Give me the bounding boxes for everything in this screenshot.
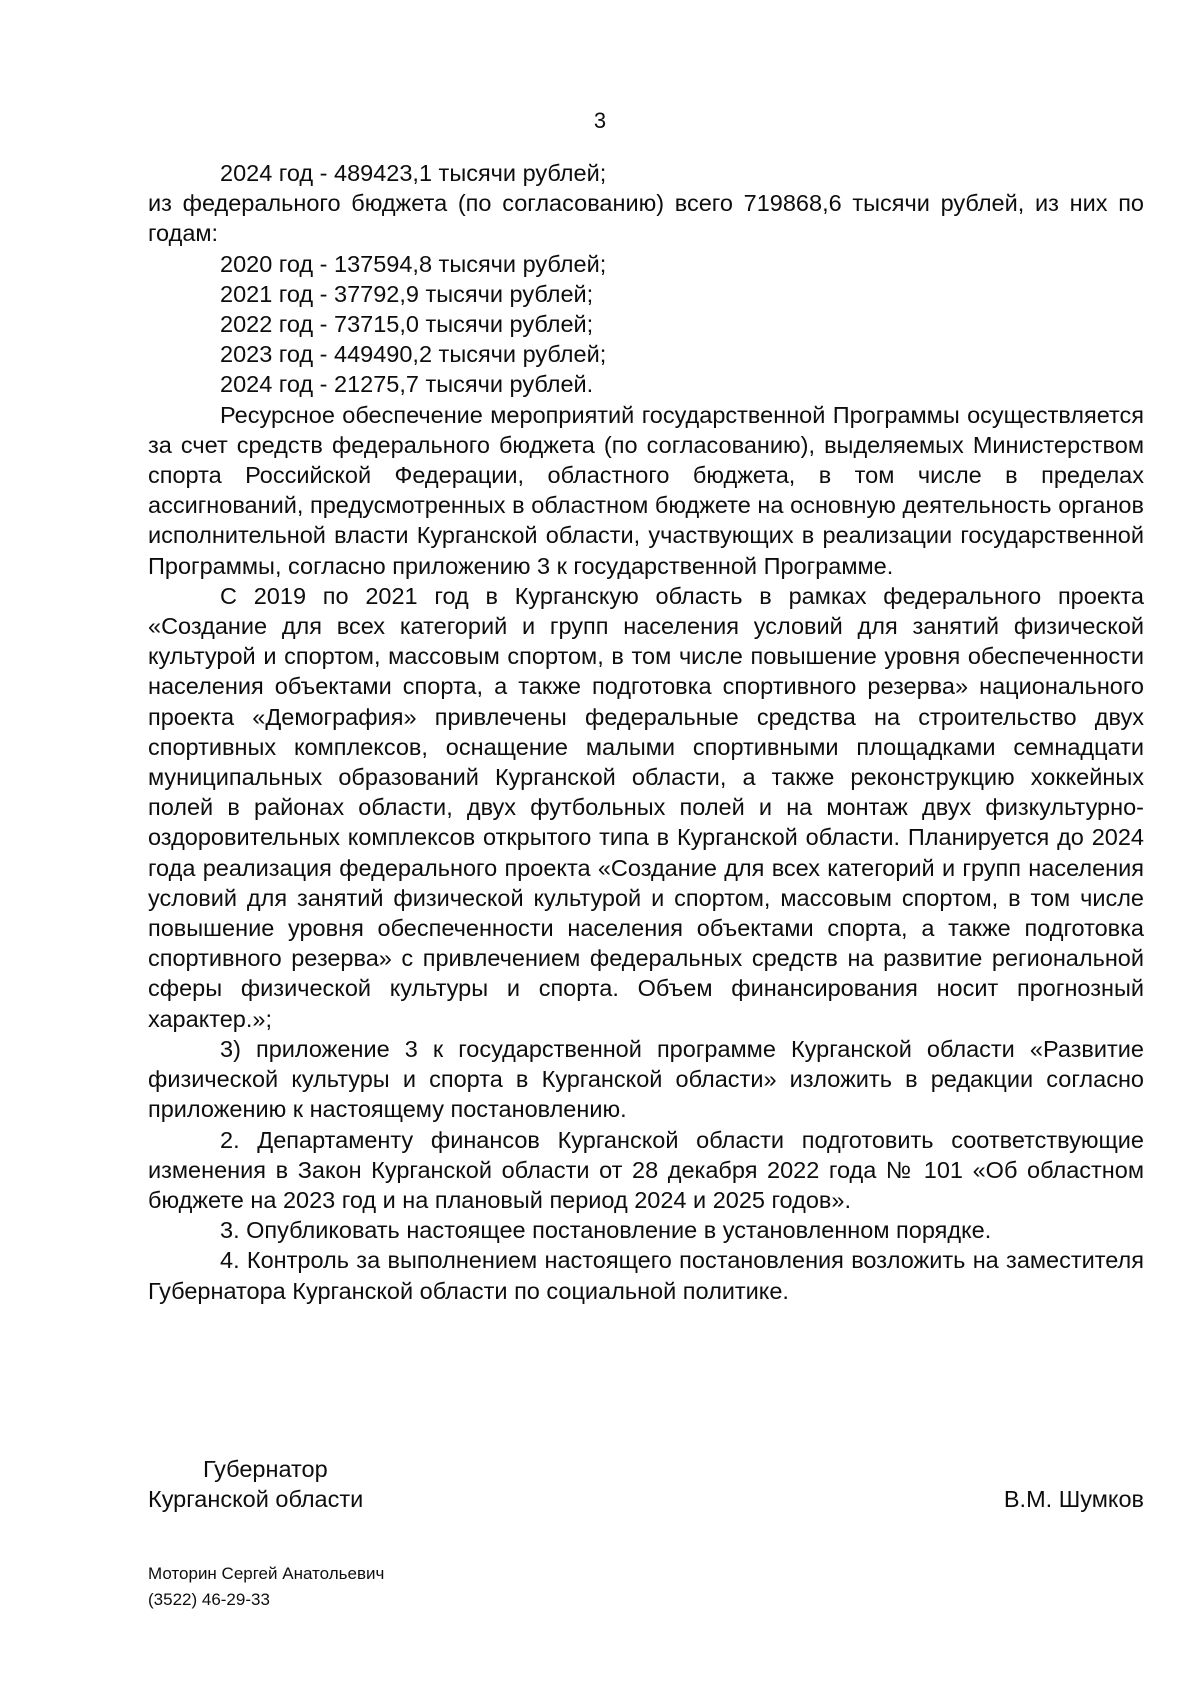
federal-budget-year: 2022 год - 73715,0 тысячи рублей; xyxy=(220,311,594,338)
document-body xyxy=(148,158,1144,1306)
federal-budget-year: 2020 год - 137594,8 тысячи рублей; xyxy=(220,250,607,277)
resolution-point-3: 3. Опубликовать настоящее постановление в установленном порядке. xyxy=(220,1217,992,1244)
federal-budget-year: 2023 год - 449490,2 тысячи рублей; xyxy=(220,341,607,368)
signatory-region: Курганской области xyxy=(148,1486,364,1512)
executor-name: Моторин Сергей Анатольевич xyxy=(148,1564,385,1583)
federal-budget-year: 2024 год - 21275,7 тысячи рублей. xyxy=(220,371,594,398)
resolution-point-2: 2. Департаменту финансов Курганской области подготовить соответствующие изменения в Закон Курганской области от 28 декабря 2022 года № 101 «Об областном бюджете на 2023 год и на плановый период 2024 и 2025 годов». xyxy=(148,1126,1144,1213)
executor-phone: (3522) 46-29-33 xyxy=(148,1590,270,1609)
resolution-point-4: 4. Контроль за выполнением настоящего постановления возложить на заместителя Губернатора Курганской области по социальной политике. xyxy=(148,1247,1144,1304)
page-number: 3 xyxy=(593,108,607,133)
federal-budget-year: 2021 год - 37792,9 тысячи рублей; xyxy=(220,280,594,307)
federal-project-paragraph: С 2019 по 2021 год в Курганскую область в рамках федерального проекта «Создание для всех категорий и групп населения условий для занятий физической культурой и спортом, массовым спортом, в том числе повышение уровня обеспеченности населения объектами спорта, а также подготовка спортивного резерва» национального проекта «Демография» привлечены федеральные средства на строительство двух спортивных комплексов, оснащение малыми спортивными площадками семнадцати муниципальных образований Курганской области, а также реконструкцию хоккейных полей в районах области, двух футбольных полей и на монтаж двух физкультурно-оздоровительных комплексов открытого типа в Курганской области. Планируется до 2024 года реализация федерального проекта «Создание для всех категорий и групп населения условий для занятий физической культурой и спортом, массовым спортом, в том числе повышение уровня обеспеченности населения объектами спорта, а также подготовка спортивного резерва» с привлечением федеральных средств на развитие региональной сферы физической культуры и спорта. Объем финансирования носит прогнозный характер.»; xyxy=(148,582,1144,1032)
signatory-name: В.М. Шумков xyxy=(1003,1486,1144,1512)
amendment-item-3: 3) приложение 3 к государственной программе Курганской области «Развитие физической культуры и спорта в Курганской области» изложить в редакции согласно приложению к настоящему постановлению. xyxy=(148,1035,1144,1123)
resource-paragraph: Ресурсное обеспечение мероприятий государственной Программы осуществляется за счет средств федерального бюджета (по согласованию), выделяемых Министерством спорта Российской Федерации, областного бюджета, в том числе в пределах ассигнований, предусмотренных в областном бюджете на основную деятельность органов исполнительной власти Курганской области, участвующих в реализации государственной Программы, согласно приложению 3 к государственной Программе. xyxy=(148,401,1144,579)
regional-budget-2024: 2024 год - 489423,1 тысячи рублей; xyxy=(220,160,607,186)
federal-budget-intro: из федерального бюджета (по согласованию) всего 719868,6 тысячи рублей, из них по годам: xyxy=(148,190,1144,247)
signatory-title: Губернатор xyxy=(203,1456,328,1482)
